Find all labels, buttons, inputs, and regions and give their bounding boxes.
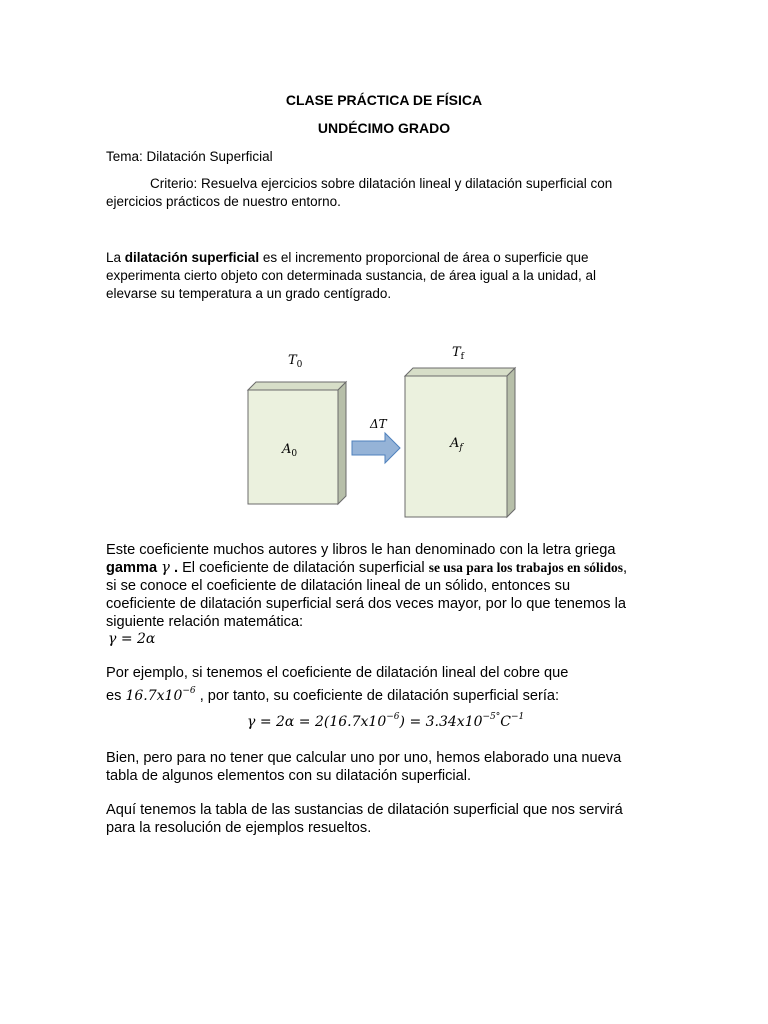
criterio-line-1: Criterio: Resuelva ejercicios sobre dilatación lineal y dilatación superficial con (150, 176, 613, 191)
block-initial (248, 382, 346, 504)
tf-label: $T_f$ (452, 345, 465, 362)
tema-line: Tema: Dilatación Superficial (106, 149, 273, 164)
coef-line-4: coeficiente de dilatación superficial será dos veces mayor, por lo que tenemos la (106, 596, 626, 612)
definicion-line-3: elevarse su temperatura a un grado centígrado. (106, 286, 392, 301)
a0-label: $A_0$ (282, 442, 298, 459)
gamma-word: gamma (106, 560, 158, 576)
delta-t-label: ΔT (370, 417, 387, 431)
page-subtitle: UNDÉCIMO GRADO (317, 120, 451, 136)
coef-line-2-mid: El coeficiente de dilatación superficial (178, 560, 429, 576)
ejemplo-line-1: Por ejemplo, si tenemos el coeficiente de dilatación lineal del cobre que (106, 665, 569, 681)
aqui-line-2: para la resolución de ejemplos resueltos. (106, 820, 372, 836)
criterio-line-2: ejercicios prácticos de nuestro entorno. (106, 194, 341, 209)
coef-line-2-end: , (622, 560, 628, 576)
definicion-prefix: La (106, 250, 125, 265)
coef-line-5: siguiente relación matemática: (106, 614, 304, 630)
bien-line-1: Bien, pero para no tener que calcular uno por uno, hemos elaborado una nueva (106, 750, 622, 766)
ejemplo-rest: , por tanto, su coeficiente de dilatación superficial sería: (195, 688, 560, 704)
coef-line-2 (106, 559, 627, 577)
gamma-dot: . (169, 560, 179, 576)
aqui-line-1: Aquí tenemos la tabla de las sustancias de dilatación superficial que nos servirá (106, 802, 623, 818)
af-label: $A_f$ (450, 436, 463, 453)
definicion-line-2: experimenta cierto objeto con determinada sustancia, de área igual a la unidad, al (106, 268, 597, 283)
coef-solidos: se usa para los trabajos en sólidos (428, 560, 623, 575)
ejemplo-formula: $\gamma = 2\alpha = 2(16.7x10^{-6}) = 3.34x10^{-5^\circ}C^{-1}$ (247, 712, 525, 730)
definicion-term: dilatación superficial (124, 250, 260, 265)
ejemplo-line-2 (106, 682, 559, 705)
arrow-icon (352, 433, 400, 463)
gamma-formula: γ = 2α (108, 631, 156, 647)
cobre-value: $16.7x10^{-6}$ (125, 686, 196, 704)
gamma-symbol: γ (161, 559, 170, 576)
bien-line-2: tabla de algunos elementos con su dilatación superficial. (106, 768, 472, 784)
definicion-rest: es el incremento proporcional de área o superficie que (259, 250, 589, 265)
dilatacion-figure (230, 330, 530, 530)
page-title: CLASE PRÁCTICA DE FÍSICA (285, 92, 483, 108)
definicion-line-1 (106, 249, 589, 267)
t0-label: $T_0$ (288, 353, 303, 370)
coef-line-3: si se conoce el coeficiente de dilatación lineal de un sólido, entonces su (106, 578, 571, 594)
coef-line-1: Este coeficiente muchos autores y libros le han denominado con la letra griega (106, 542, 616, 558)
ejemplo-es: es (106, 688, 126, 704)
